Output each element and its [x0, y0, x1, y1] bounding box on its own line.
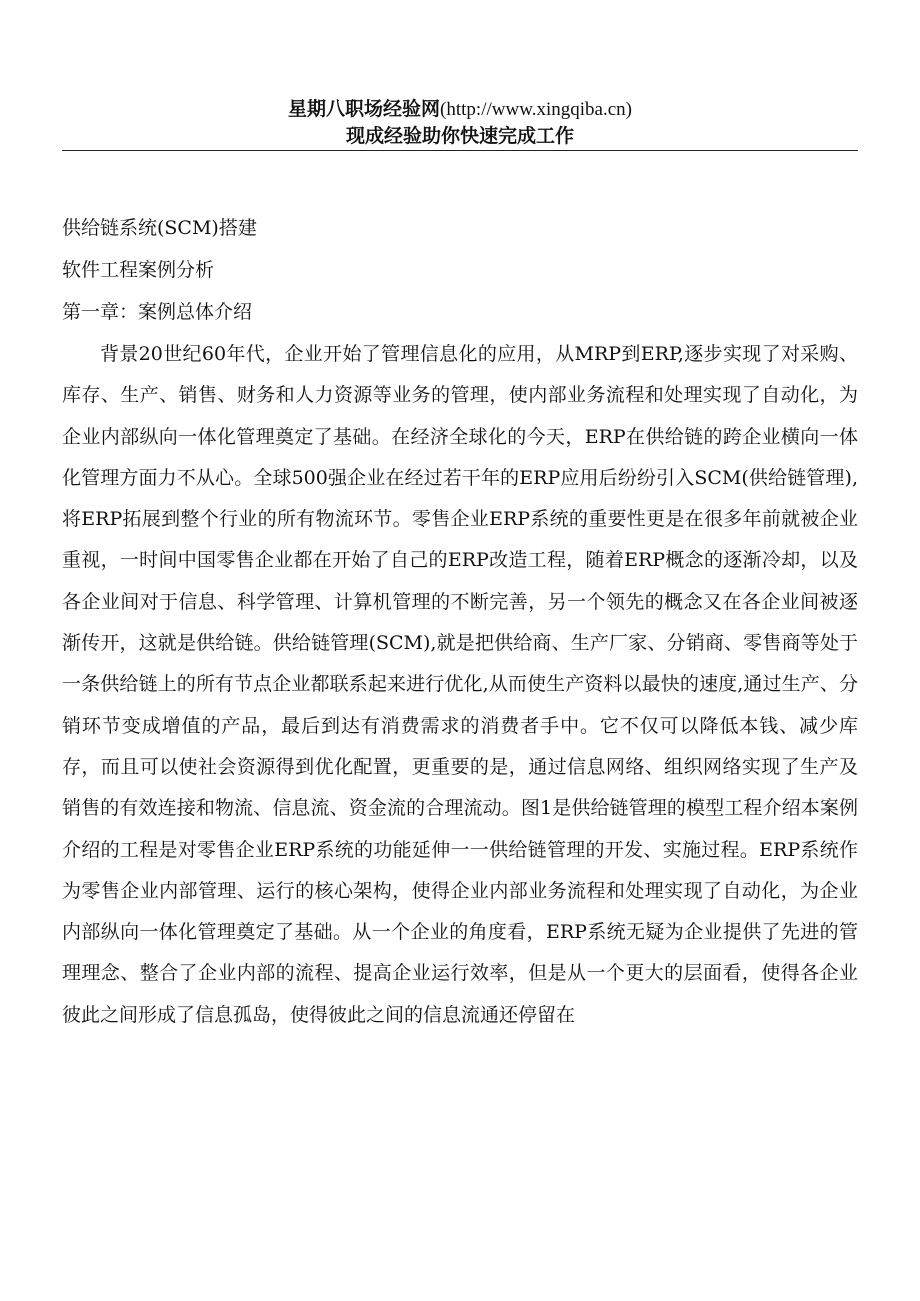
header-site-line: [62, 96, 858, 123]
document-title: 供给链系统(SCM)搭建: [62, 217, 257, 239]
site-url: (http://www.xingqiba.cn): [440, 99, 632, 120]
document-content: [62, 208, 858, 1036]
page-header: [62, 96, 858, 149]
body-paragraph: 背景20世纪60年代，企业开始了管理信息化的应用，从MRP到ERP,逐步实现了对采购、库存、生产、销售、财务和人力资源等业务的管理，使内部业务流程和处理实现了自动化，为企业内部纵向一体化管理奠定了基础。在经济全球化的今天，ERP在供给链的跨企业横向一体化管理方面力不从心。全球500强企业在经过若干年的ERP应用后纷纷引入SCM(供给链管理),将ERP拓展到整个行业的所有物流环节。零售企业ERP系统的重要性更是在很多年前就被企业重视，一时间中国零售企业都在开始了自己的ERP改造工程，随着ERP概念的逐渐冷却，以及各企业间对于信息、科学管理、计算机管理的不断完善，另一个领先的概念又在各企业间被逐渐传开，这就是供给链。供给链管理(SCM),就是把供给商、生产厂家、分销商、零售商等处于一条供给链上的所有节点企业都联系起来进行优化,从而使生产资料以最快的速度,通过生产、分销环节变成增值的产品，最后到达有消费需求的消费者手中。它不仅可以降低本钱、减少库存，而且可以使社会资源得到优化配置，更重要的是，通过信息网络、组织网络实现了生产及销售的有效连接和物流、信息流、资金流的合理流动。图1是供给链管理的模型工程介绍本案例介绍的工程是对零售企业ERP系统的功能延伸一一供给链管理的开发、实施过程。ERP系统作为零售企业内部管理、运行的核心架构，使得企业内部业务流程和处理实现了自动化，为企业内部纵向一体化管理奠定了基础。从一个企业的角度看，ERP系统无疑为企业提供了先进的管理理念、整合了企业内部的流程、提高企业运行效率，但是从一个更大的层面看，使得各企业彼此之间形成了信息孤岛，使得彼此之间的信息流通还停留在: [62, 343, 858, 1026]
site-name: 星期八职场经验网: [288, 98, 441, 120]
chapter-heading: 第一章：案例总体介绍: [62, 301, 253, 323]
document-subtitle: 软件工程案例分析: [62, 259, 215, 281]
header-divider: [62, 150, 858, 151]
site-slogan: 现成经验助你快速完成工作: [345, 125, 574, 147]
